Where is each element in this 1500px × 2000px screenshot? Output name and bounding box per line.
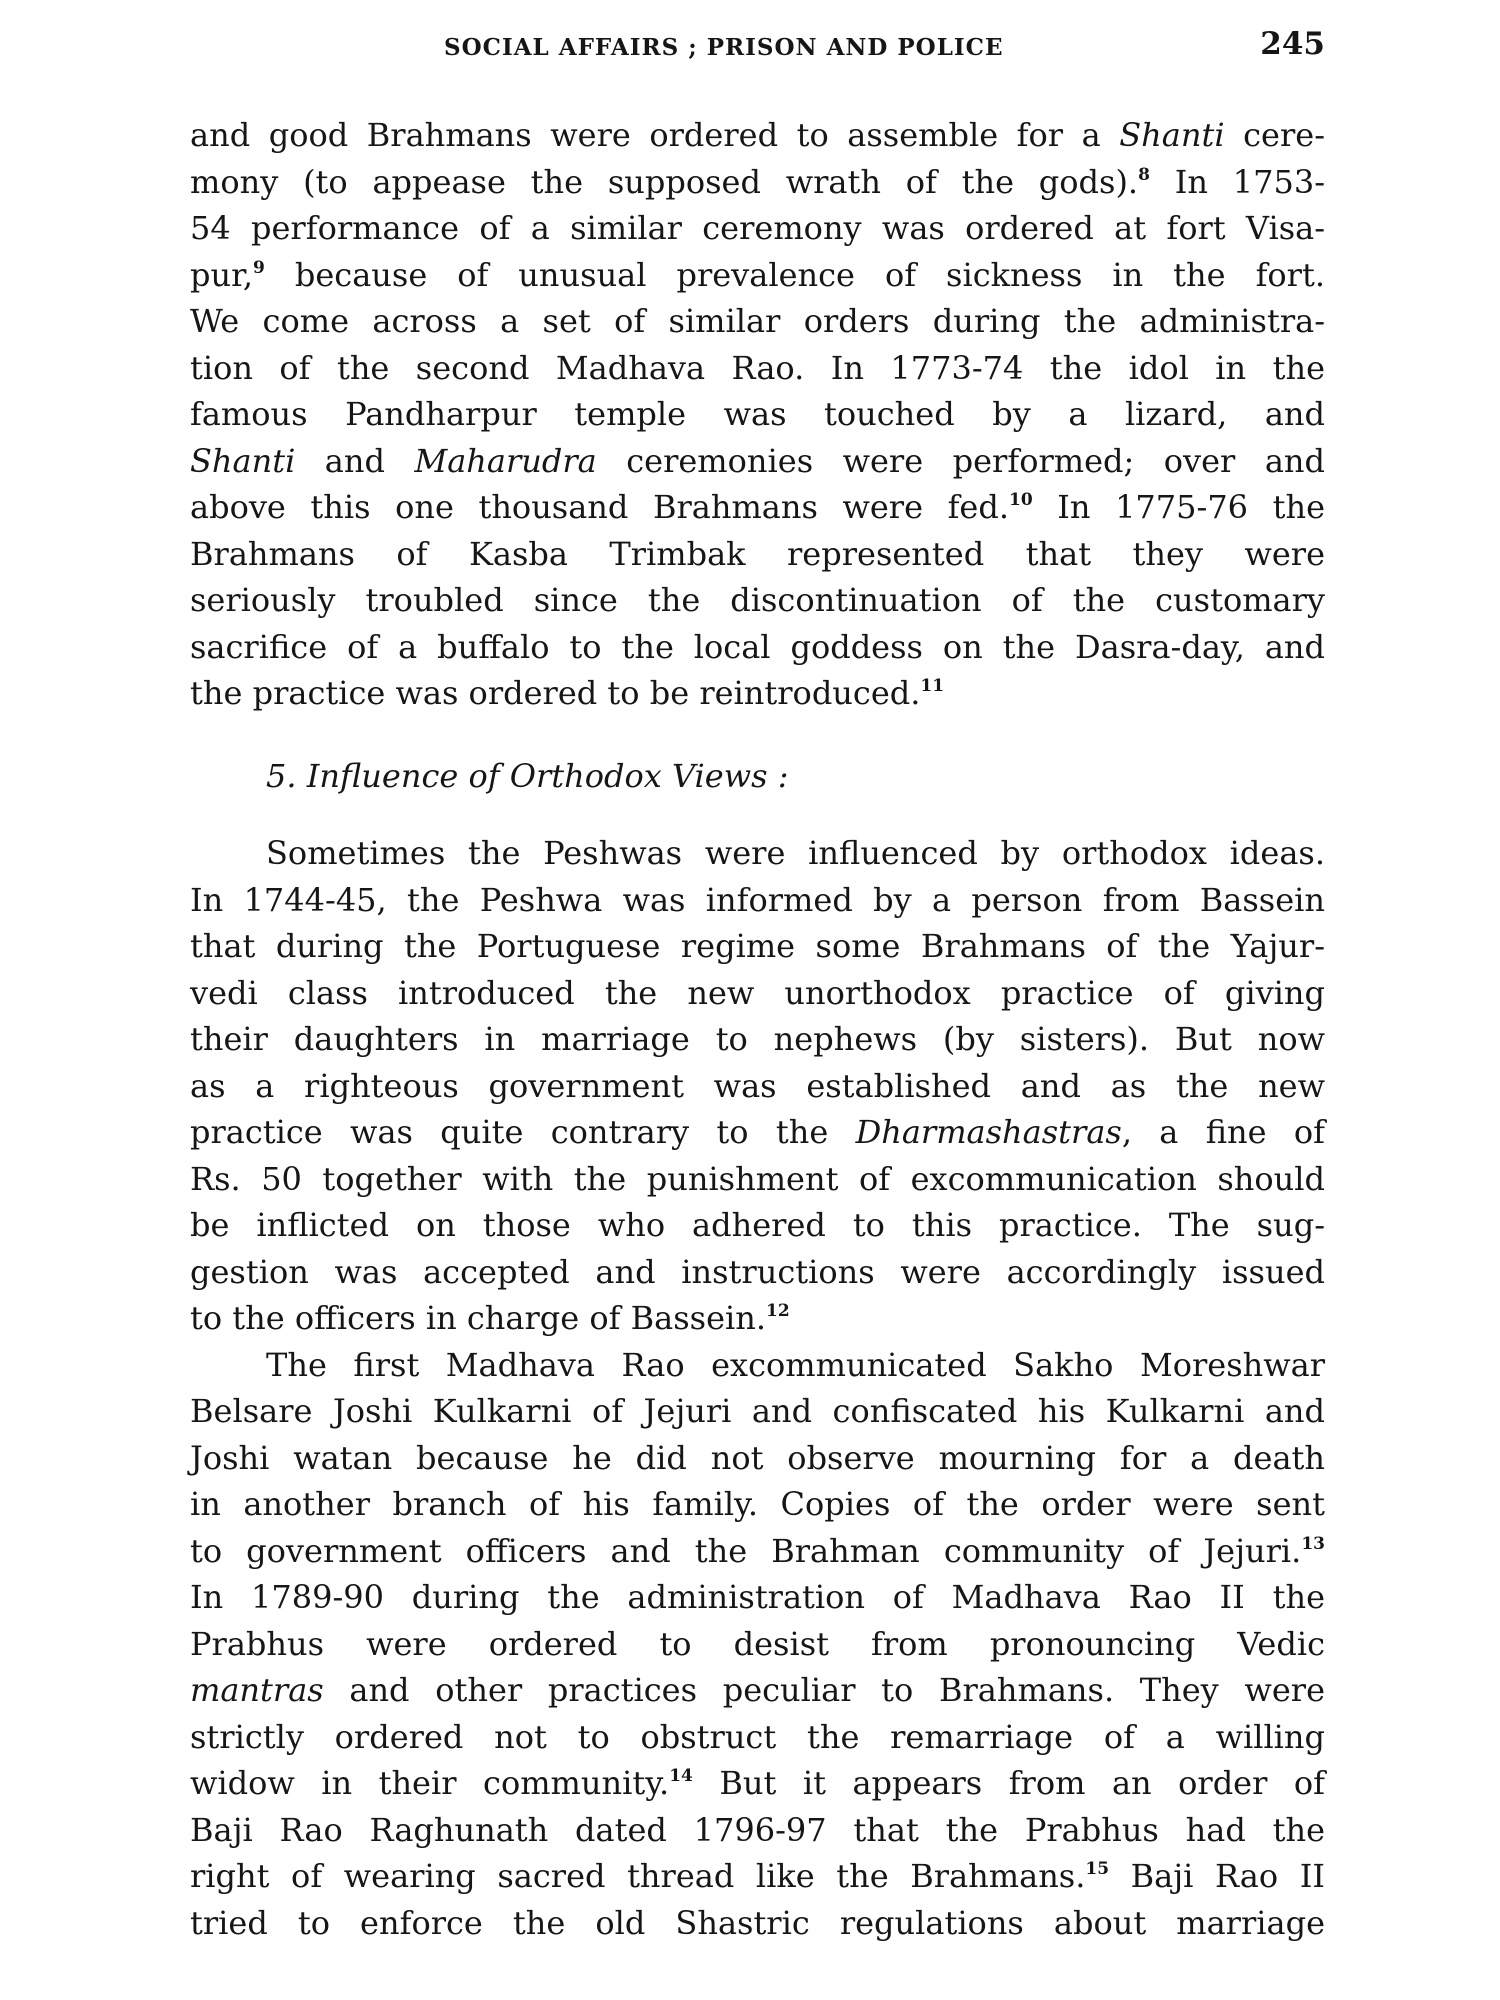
text-line: Baji Rao Raghunath dated 1796-97 that the Prabhus had the — [190, 1810, 1325, 1849]
text-line: right of wearing sacred thread like the Brahmans.$^{15}$ Baji Rao II — [190, 1857, 1326, 1895]
text-line: Sometimes the Peshwas were influenced by orthodox ideas. — [266, 834, 1325, 872]
text-line: In 1789-90 during the administration of Madhava Rao II the — [190, 1578, 1325, 1616]
text-line: tion of the second Madhava Rao. In 1773-74 the idol in the — [190, 348, 1325, 387]
footnote-marker: 8 — [1138, 164, 1150, 185]
paragraph-orthodox-ideas — [190, 830, 1325, 1342]
section-heading: 5. Influence of Orthodox Views : — [266, 756, 789, 795]
text-line: strictly ordered not to obstruct the remarriage of a willing — [190, 1717, 1325, 1756]
text-line: mantras and other practices peculiar to Brahmans. They were — [190, 1671, 1325, 1709]
text-line: widow in their community.$^{14}$ But it appears from an order of — [190, 1764, 1326, 1802]
text-line: seriously troubled since the discontinuation of the customary — [190, 581, 1325, 619]
italic-term: Dharmashastras — [855, 1113, 1122, 1151]
footnote-marker: 14 — [669, 1766, 693, 1786]
text-line: as a righteous government was established and as the new — [190, 1066, 1325, 1105]
running-head: SOCIAL AFFAIRS ; PRISON AND POLICE — [444, 34, 1004, 61]
text-line: We come across a set of similar orders during the administra- — [190, 302, 1325, 340]
footnote-marker: 13 — [1301, 1533, 1325, 1554]
footnote-marker: 12 — [766, 1301, 790, 1321]
text-line: Prabhus were ordered to desist from pronouncing Vedic — [190, 1624, 1325, 1663]
text-line: Brahmans of Kasba Trimbak represented that they were — [190, 534, 1325, 573]
text-line: Joshi watan because he did not observe mourning for a death — [190, 1438, 1325, 1477]
paragraph-shanti-ceremonies — [190, 112, 1325, 717]
italic-term: Shanti — [190, 441, 296, 480]
text-line: pur,$^9$ because of unusual prevalence of sickness in the fort. — [190, 255, 1325, 294]
text-line: in another branch of his family. Copies of the order were sent — [190, 1485, 1325, 1523]
footnote-marker: 11 — [920, 676, 945, 696]
text-line: gestion was accepted and instructions were accordingly issued — [190, 1252, 1325, 1291]
text-line: be inflicted on those who adhered to this practice. The sug- — [190, 1206, 1325, 1244]
text-line: above this one thousand Brahmans were fed.$^{10}$ In 1775-76 the — [190, 488, 1326, 526]
text-line: The first Madhava Rao excommunicated Sakho Moreshwar — [266, 1345, 1325, 1384]
italic-term: Maharudra — [414, 441, 597, 480]
page-body — [190, 112, 1325, 1946]
text-line: Shanti and Maharudra ceremonies were performed; over and — [190, 441, 1326, 480]
footnote-marker: 10 — [1009, 490, 1033, 510]
text-line: Rs. 50 together with the punishment of excommunication should — [190, 1159, 1325, 1198]
text-line: vedi class introduced the new unorthodox practice of giving — [190, 973, 1325, 1012]
text-line: to the officers in charge of Bassein.$^{12}$ — [190, 1299, 790, 1337]
text-line: to government officers and the Brahman community of Jejuri.$^{13}$ — [190, 1531, 1325, 1570]
text-line: and good Brahmans were ordered to assemble for a Shanti cere- — [190, 116, 1326, 154]
text-line: mony (to appease the supposed wrath of the gods).$^8$ In 1753- — [190, 162, 1326, 201]
italic-term: Shanti — [1119, 116, 1225, 154]
text-line: In 1744-45, the Peshwa was informed by a person from Bassein — [190, 880, 1325, 919]
footnote-marker: 15 — [1085, 1859, 1110, 1879]
text-line: Belsare Joshi Kulkarni of Jejuri and confiscated his Kulkarni and — [190, 1392, 1325, 1430]
footnote-marker: 9 — [253, 257, 265, 278]
paragraph-madhava-rao — [190, 1342, 1325, 1947]
text-line: practice was quite contrary to the Dharmashastras, a fine of — [190, 1113, 1325, 1151]
text-line: famous Pandharpur temple was touched by a lizard, and — [190, 395, 1325, 433]
page-number: 245 — [1260, 26, 1325, 62]
page-header — [190, 22, 1325, 82]
text-line: tried to enforce the old Shastric regulations about marriage — [190, 1903, 1325, 1942]
italic-term: mantras — [190, 1671, 324, 1709]
text-line: sacrifice of a buffalo to the local goddess on the Dasra-day, and — [190, 627, 1325, 666]
text-line: the practice was ordered to be reintroduced.$^{11}$ — [190, 674, 945, 712]
text-line: 54 performance of a similar ceremony was ordered at fort Visa- — [190, 209, 1325, 247]
text-line: that during the Portuguese regime some Brahmans of the Yajur- — [190, 927, 1325, 965]
text-line: their daughters in marriage to nephews (by sisters). But now — [190, 1020, 1325, 1058]
